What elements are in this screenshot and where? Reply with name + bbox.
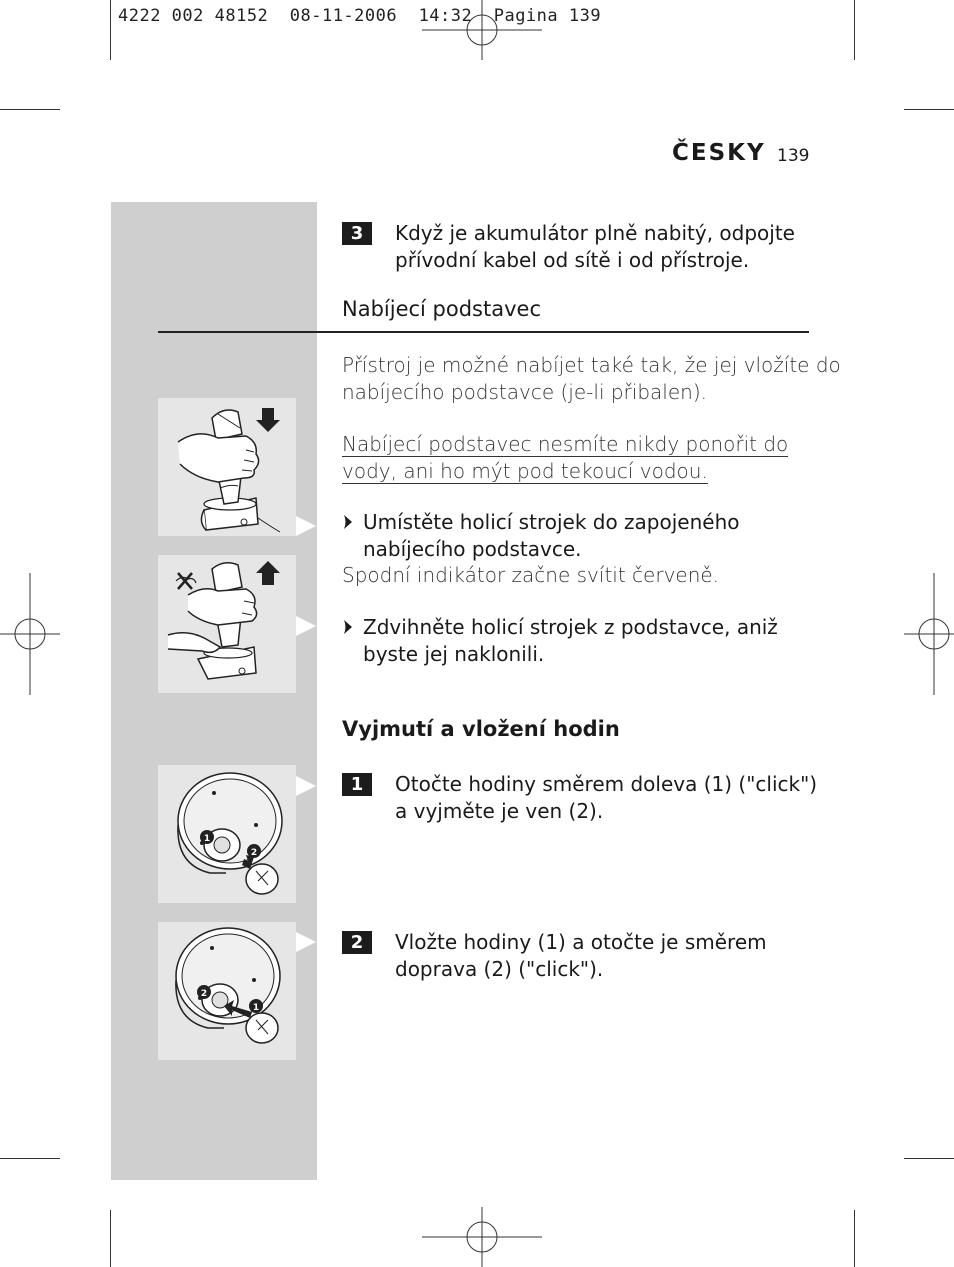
page-number: 139 bbox=[777, 146, 810, 166]
shaver-charging-stand-illustration-icon bbox=[158, 398, 296, 536]
section-title: Vyjmutí a vložení hodin bbox=[342, 717, 620, 741]
figure-insert-clock bbox=[158, 922, 296, 1060]
figure-lift-shaver bbox=[158, 555, 296, 693]
remove-clock-illustration-icon bbox=[158, 765, 296, 903]
intro-paragraph: Přístroj je možné nabíjet také tak, že jej vložíte do nabíjecího podstavce (je-li přibalen). bbox=[342, 353, 841, 404]
section-divider bbox=[158, 331, 809, 333]
bullet-text: Zdvihněte holicí strojek z podstavce, aniž byste jej naklonili. bbox=[363, 615, 778, 666]
step-number-box: 2 bbox=[342, 931, 372, 954]
figure-label: 2 bbox=[200, 989, 208, 999]
figure-label: 1 bbox=[252, 1003, 260, 1013]
bullet-text: Umístěte holicí strojek do zapojeného nabíjecího podstavce. bbox=[363, 510, 740, 561]
bullet-marker-icon bbox=[342, 619, 354, 639]
lift-shaver-illustration-icon bbox=[158, 555, 296, 693]
step-number-box: 3 bbox=[342, 222, 372, 245]
registration-mark-top-icon bbox=[420, 0, 544, 62]
figure-insert-shaver bbox=[158, 398, 296, 536]
registration-mark-bottom-icon bbox=[420, 1207, 544, 1267]
step-text: Když je akumulátor plně nabitý, odpojte přívodní kabel od sítě i od přístroje. bbox=[395, 221, 795, 272]
step-text: Otočte hodiny směrem doleva (1) ("click") a vyjměte je ven (2). bbox=[395, 772, 818, 823]
insert-clock-illustration-icon bbox=[158, 922, 296, 1060]
figure-label: 1 bbox=[203, 834, 211, 844]
figure-pointer bbox=[296, 616, 316, 636]
figure-remove-clock bbox=[158, 765, 296, 903]
figure-label: 2 bbox=[250, 848, 258, 858]
warning-paragraph: Nabíjecí podstavec nesmíte nikdy ponořit do vody, ani ho mýt pod tekoucí vodou. bbox=[342, 432, 789, 483]
language-heading: ČESKY bbox=[672, 140, 766, 166]
registration-mark-right-icon bbox=[902, 573, 954, 695]
bullet-marker-icon bbox=[342, 514, 354, 534]
section-title: Nabíjecí podstavec bbox=[342, 297, 541, 321]
figure-pointer bbox=[296, 516, 316, 536]
figure-pointer bbox=[296, 776, 316, 796]
step-number-box: 1 bbox=[342, 773, 372, 796]
step-text: Vložte hodiny (1) a otočte je směrem doprava (2) ("click"). bbox=[395, 930, 767, 981]
bullet-note: Spodní indikátor začne svítit červeně. bbox=[342, 563, 720, 587]
print-header: 4222 002 48152 08-11-2006 14:32 Pagina 139 bbox=[118, 6, 602, 26]
figure-pointer bbox=[296, 932, 316, 952]
registration-mark-left-icon bbox=[0, 573, 62, 695]
